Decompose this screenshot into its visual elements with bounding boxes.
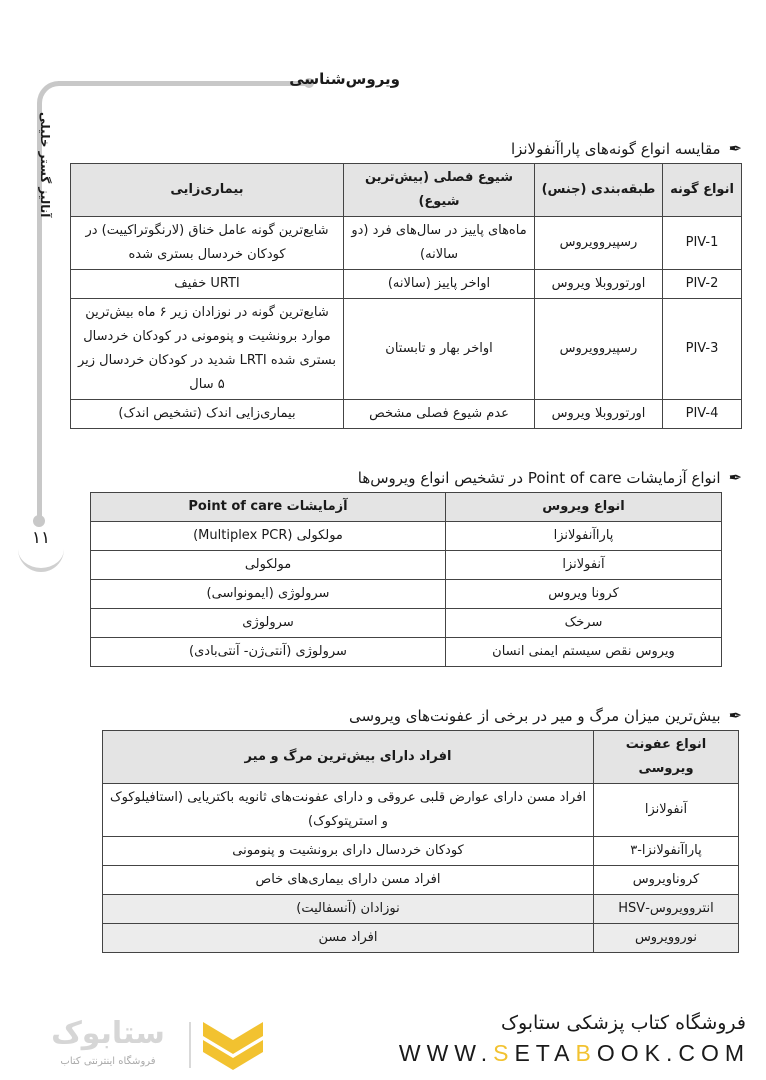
- cell: رسپیروویروس: [535, 217, 663, 270]
- header-cell: انواع ویروس: [446, 493, 722, 522]
- header-rail: [58, 81, 310, 86]
- table-row: [71, 400, 742, 429]
- pen-icon: ✒: [728, 139, 742, 158]
- header-cell: طبقه‌بندی (جنس): [535, 164, 663, 217]
- cell: PIV-3: [663, 299, 742, 400]
- pen-icon: ✒: [728, 468, 742, 487]
- cell: افراد مسن دارای عوارض قلبی عروقی و دارای عفونت‌های ثانویه باکتریایی (استافیلوکوک و استرپتوکوک): [103, 784, 594, 837]
- cell: انتروویروس-HSV: [594, 895, 739, 924]
- section-heading: [0, 138, 742, 160]
- logo-subtitle: فروشگاه اینترنتی کتاب: [60, 1056, 156, 1067]
- cell: PIV-2: [663, 270, 742, 299]
- cell: مولکولی: [91, 551, 446, 580]
- cell: اواخر بهار و تابستان: [344, 299, 535, 400]
- header-cell: بیماری‌زایی: [71, 164, 344, 217]
- cell: عدم شیوع فصلی مشخص: [344, 400, 535, 429]
- table-row: [91, 522, 722, 551]
- table-row: [71, 270, 742, 299]
- cell: افراد مسن: [103, 924, 594, 953]
- cell: کرونا ویروس: [446, 580, 722, 609]
- table-row: [103, 837, 739, 866]
- cell: ویروس نقص سیستم ایمنی انسان: [446, 638, 722, 667]
- cell: اواخر پاییز (سالانه): [344, 270, 535, 299]
- table-row: [103, 784, 739, 837]
- url-part: S: [493, 1040, 515, 1066]
- cell: افراد مسن دارای بیماری‌های خاص: [103, 866, 594, 895]
- cell: PIV-1: [663, 217, 742, 270]
- cell: URTI خفیف: [71, 270, 344, 299]
- cell: نوروویروس: [594, 924, 739, 953]
- page-number: ۱۱: [18, 528, 64, 572]
- cell: کودکان خردسال دارای برونشیت و پنومونی: [103, 837, 594, 866]
- table-row: [103, 895, 739, 924]
- header-cell: آزمایشات Point of care: [91, 493, 446, 522]
- cell: آنفولانزا: [594, 784, 739, 837]
- book-title: آنالیز گستر خلیلی: [38, 112, 52, 218]
- setabook-logo: [38, 1012, 268, 1072]
- table-row: [91, 580, 722, 609]
- table-row: [91, 638, 722, 667]
- logo-text: ستابوک: [51, 1016, 165, 1051]
- cell: رسپیروویروس: [535, 299, 663, 400]
- cell: بیماری‌زایی اندک (تشخیص اندک): [71, 400, 344, 429]
- page-content: [0, 138, 766, 953]
- table-row: [91, 551, 722, 580]
- store-url[interactable]: [399, 1040, 750, 1067]
- cell: آنفولانزا: [446, 551, 722, 580]
- cell: پاراآنفولانزا-۳: [594, 837, 739, 866]
- chapter-title: ویروس‌شناسی: [289, 70, 400, 88]
- table-row: [103, 866, 739, 895]
- table-row: [103, 924, 739, 953]
- cell: پاراآنفولانزا: [446, 522, 722, 551]
- header-cell: انواع گونه: [663, 164, 742, 217]
- cell: سرولوژی (ایمونواسی): [91, 580, 446, 609]
- url-part: OOK.COM: [596, 1040, 750, 1066]
- heading-text: انواع آزمایشات Point of care در تشخیص انواع ویروس‌ها: [357, 469, 721, 487]
- url-part: B: [575, 1040, 597, 1066]
- url-part: ETA: [514, 1040, 576, 1066]
- cell: اورتوروبلا ویروس: [535, 400, 663, 429]
- cell: سرولوژی: [91, 609, 446, 638]
- header-cell: انواع عفونت ویروسی: [594, 731, 739, 784]
- table-row: [71, 217, 742, 270]
- cell: شایع‌ترین گونه در نوزادان زیر ۶ ماه بیش‌ترین موارد برونشیت و پنومونی در کودکان خردسال بستری شده LRTI شدید در کودکان خردسال زیر ۵ سال: [71, 299, 344, 400]
- cell: اورتوروبلا ویروس: [535, 270, 663, 299]
- pen-icon: ✒: [728, 706, 742, 725]
- cell: سرولوژی (آنتی‌ژن- آنتی‌بادی): [91, 638, 446, 667]
- url-part: WWW.: [398, 1040, 494, 1066]
- header-cell: شیوع فصلی (بیش‌ترین شیوع): [344, 164, 535, 217]
- point-of-care-table: [90, 492, 722, 667]
- mortality-table: [102, 730, 739, 953]
- cell: ماه‌های پاییز در سال‌های فرد (دو سالانه): [344, 217, 535, 270]
- cell: کروناویروس: [594, 866, 739, 895]
- header-cell: افراد دارای بیش‌ترین مرگ و میر: [103, 731, 594, 784]
- cell: مولکولی (Multiplex PCR): [91, 522, 446, 551]
- heading-text: بیش‌ترین میزان مرگ و میر در برخی از عفونت‌های ویروسی: [348, 707, 721, 725]
- table-row: [91, 609, 722, 638]
- section-heading: [0, 467, 742, 489]
- cell: نوزادان (آنسفالیت): [103, 895, 594, 924]
- cell: شایع‌ترین گونه عامل خناق (لارنگوتراکییت) در کودکان خردسال بستری شده: [71, 217, 344, 270]
- table-row: [71, 299, 742, 400]
- section-heading: [0, 705, 742, 727]
- cell: سرخک: [446, 609, 722, 638]
- heading-text: مقایسه انواع گونه‌های پاراآنفولانزا: [510, 140, 721, 158]
- cell: PIV-4: [663, 400, 742, 429]
- store-name: فروشگاه کتاب پزشکی ستابوک: [500, 1012, 746, 1034]
- parainfluenza-table: [70, 163, 742, 429]
